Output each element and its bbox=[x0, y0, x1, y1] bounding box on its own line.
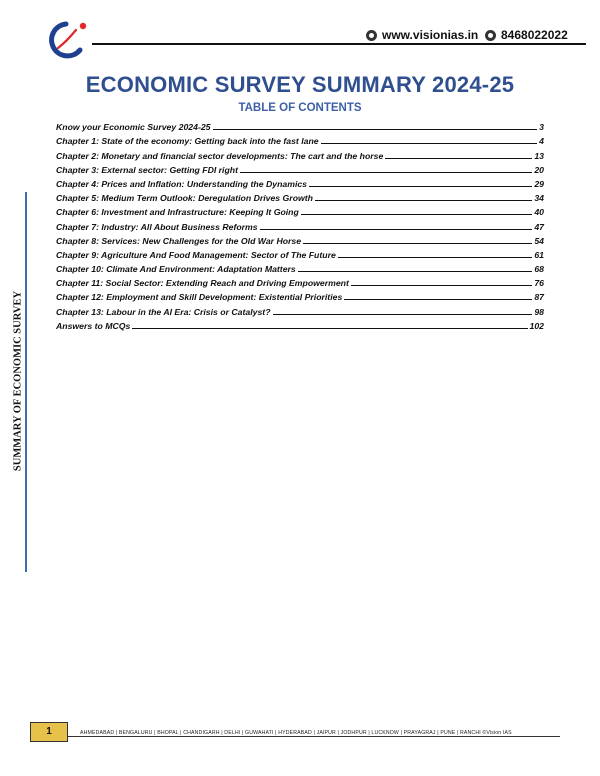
leader-line bbox=[344, 299, 532, 300]
side-accent-line bbox=[25, 192, 27, 572]
website-link[interactable] bbox=[366, 28, 478, 42]
toc-entry[interactable] bbox=[56, 302, 544, 316]
vision-ias-logo bbox=[46, 20, 90, 60]
leader-line bbox=[240, 172, 532, 173]
toc-entry[interactable] bbox=[56, 175, 544, 189]
leader-line bbox=[303, 243, 532, 244]
page-number: 1 bbox=[30, 722, 68, 742]
footer-rule bbox=[56, 736, 560, 737]
toc-entry-page: 20 bbox=[534, 164, 544, 175]
toc-entry-page: 4 bbox=[539, 136, 544, 147]
toc-entry-title: Chapter 6: Investment and Infrastructure: Keeping It Going bbox=[56, 207, 299, 218]
toc-entry[interactable] bbox=[56, 203, 544, 217]
toc-entry-page: 98 bbox=[534, 306, 544, 317]
toc-entry-title: Chapter 13: Labour in the AI Era: Crisis or Catalyst? bbox=[56, 306, 271, 317]
toc-entry-title: Chapter 5: Medium Term Outlook: Deregulation Drives Growth bbox=[56, 193, 313, 204]
toc-entry-title: Chapter 7: Industry: All About Business Reforms bbox=[56, 221, 258, 232]
header-rule bbox=[92, 43, 586, 45]
toc-entry-title: Chapter 11: Social Sector: Extending Reach and Driving Empowerment bbox=[56, 278, 349, 289]
toc-entry[interactable] bbox=[56, 217, 544, 231]
toc-entry-page: 68 bbox=[534, 264, 544, 275]
toc-heading: TABLE OF CONTENTS bbox=[238, 102, 362, 114]
toc-entry-page: 34 bbox=[534, 193, 544, 204]
whatsapp-icon bbox=[485, 30, 496, 41]
document-title: ECONOMIC SURVEY SUMMARY 2024-25 bbox=[85, 72, 515, 97]
toc-entry[interactable] bbox=[56, 260, 544, 274]
toc-entry-title: Chapter 12: Employment and Skill Development: Existential Priorities bbox=[56, 292, 343, 303]
phone-text: 8468022022 bbox=[501, 28, 568, 42]
leader-line bbox=[351, 285, 532, 286]
leader-line bbox=[321, 143, 538, 144]
toc-entry[interactable] bbox=[56, 232, 544, 246]
leader-line bbox=[132, 328, 527, 329]
side-label: SUMMARY OF ECONOMIC SURVEY bbox=[12, 290, 24, 472]
phone-contact[interactable] bbox=[485, 28, 568, 42]
leader-line bbox=[315, 200, 532, 201]
toc-entry-page: 29 bbox=[534, 178, 544, 189]
toc-entry-title: Chapter 1: State of the economy: Getting back into the fast lane bbox=[56, 136, 319, 147]
leader-line bbox=[385, 158, 532, 159]
toc-entry-page: 76 bbox=[534, 278, 544, 289]
table-of-contents bbox=[56, 118, 544, 331]
toc-entry[interactable] bbox=[56, 118, 544, 132]
toc-entry-title: Chapter 4: Prices and Inflation: Understanding the Dynamics bbox=[56, 178, 308, 189]
toc-entry-page: 102 bbox=[529, 320, 544, 331]
leader-line bbox=[309, 186, 532, 187]
toc-entry[interactable] bbox=[56, 146, 544, 160]
toc-entry-page: 61 bbox=[534, 249, 544, 260]
leader-line bbox=[213, 129, 538, 130]
toc-entry[interactable] bbox=[56, 288, 544, 302]
toc-entry-page: 40 bbox=[534, 207, 544, 218]
toc-entry-page: 3 bbox=[539, 122, 544, 133]
toc-entry-title: Chapter 2: Monetary and financial sector developments: The cart and the horse bbox=[56, 150, 384, 161]
toc-entry-title: Chapter 9: Agriculture And Food Management: Sector of The Future bbox=[56, 249, 336, 260]
toc-entry[interactable] bbox=[56, 246, 544, 260]
toc-entry-title: Chapter 8: Services: New Challenges for the Old War Horse bbox=[56, 235, 302, 246]
toc-entry[interactable] bbox=[56, 161, 544, 175]
toc-entry-page: 13 bbox=[534, 150, 544, 161]
leader-line bbox=[260, 229, 533, 230]
toc-entry-title: Answers to MCQs bbox=[56, 320, 131, 331]
toc-entry[interactable] bbox=[56, 132, 544, 146]
toc-entry-title: Chapter 3: External sector: Getting FDI right bbox=[56, 164, 238, 175]
leader-line bbox=[338, 257, 533, 258]
leader-line bbox=[273, 314, 533, 315]
footer-cities: AHMEDABAD | BENGALURU | BHOPAL | CHANDIGARH | DELHI | GUWAHATI | HYDERABAD | JAIPUR | JODHPUR | LUCKNOW | PRAYAGRAJ | PUNE | RANCHI ©Vision IAS bbox=[80, 730, 512, 736]
toc-entry-page: 54 bbox=[534, 235, 544, 246]
toc-entry[interactable] bbox=[56, 317, 544, 331]
website-text: www.visionias.in bbox=[382, 28, 479, 42]
leader-line bbox=[301, 214, 533, 215]
globe-icon bbox=[366, 30, 377, 41]
toc-entry-page: 47 bbox=[534, 221, 544, 232]
toc-entry-title: Know your Economic Survey 2024-25 bbox=[56, 122, 211, 133]
toc-entry-page: 87 bbox=[534, 292, 544, 303]
toc-entry[interactable] bbox=[56, 189, 544, 203]
leader-line bbox=[298, 271, 533, 272]
toc-entry[interactable] bbox=[56, 274, 544, 288]
toc-entry-title: Chapter 10: Climate And Environment: Adaptation Matters bbox=[56, 264, 296, 275]
